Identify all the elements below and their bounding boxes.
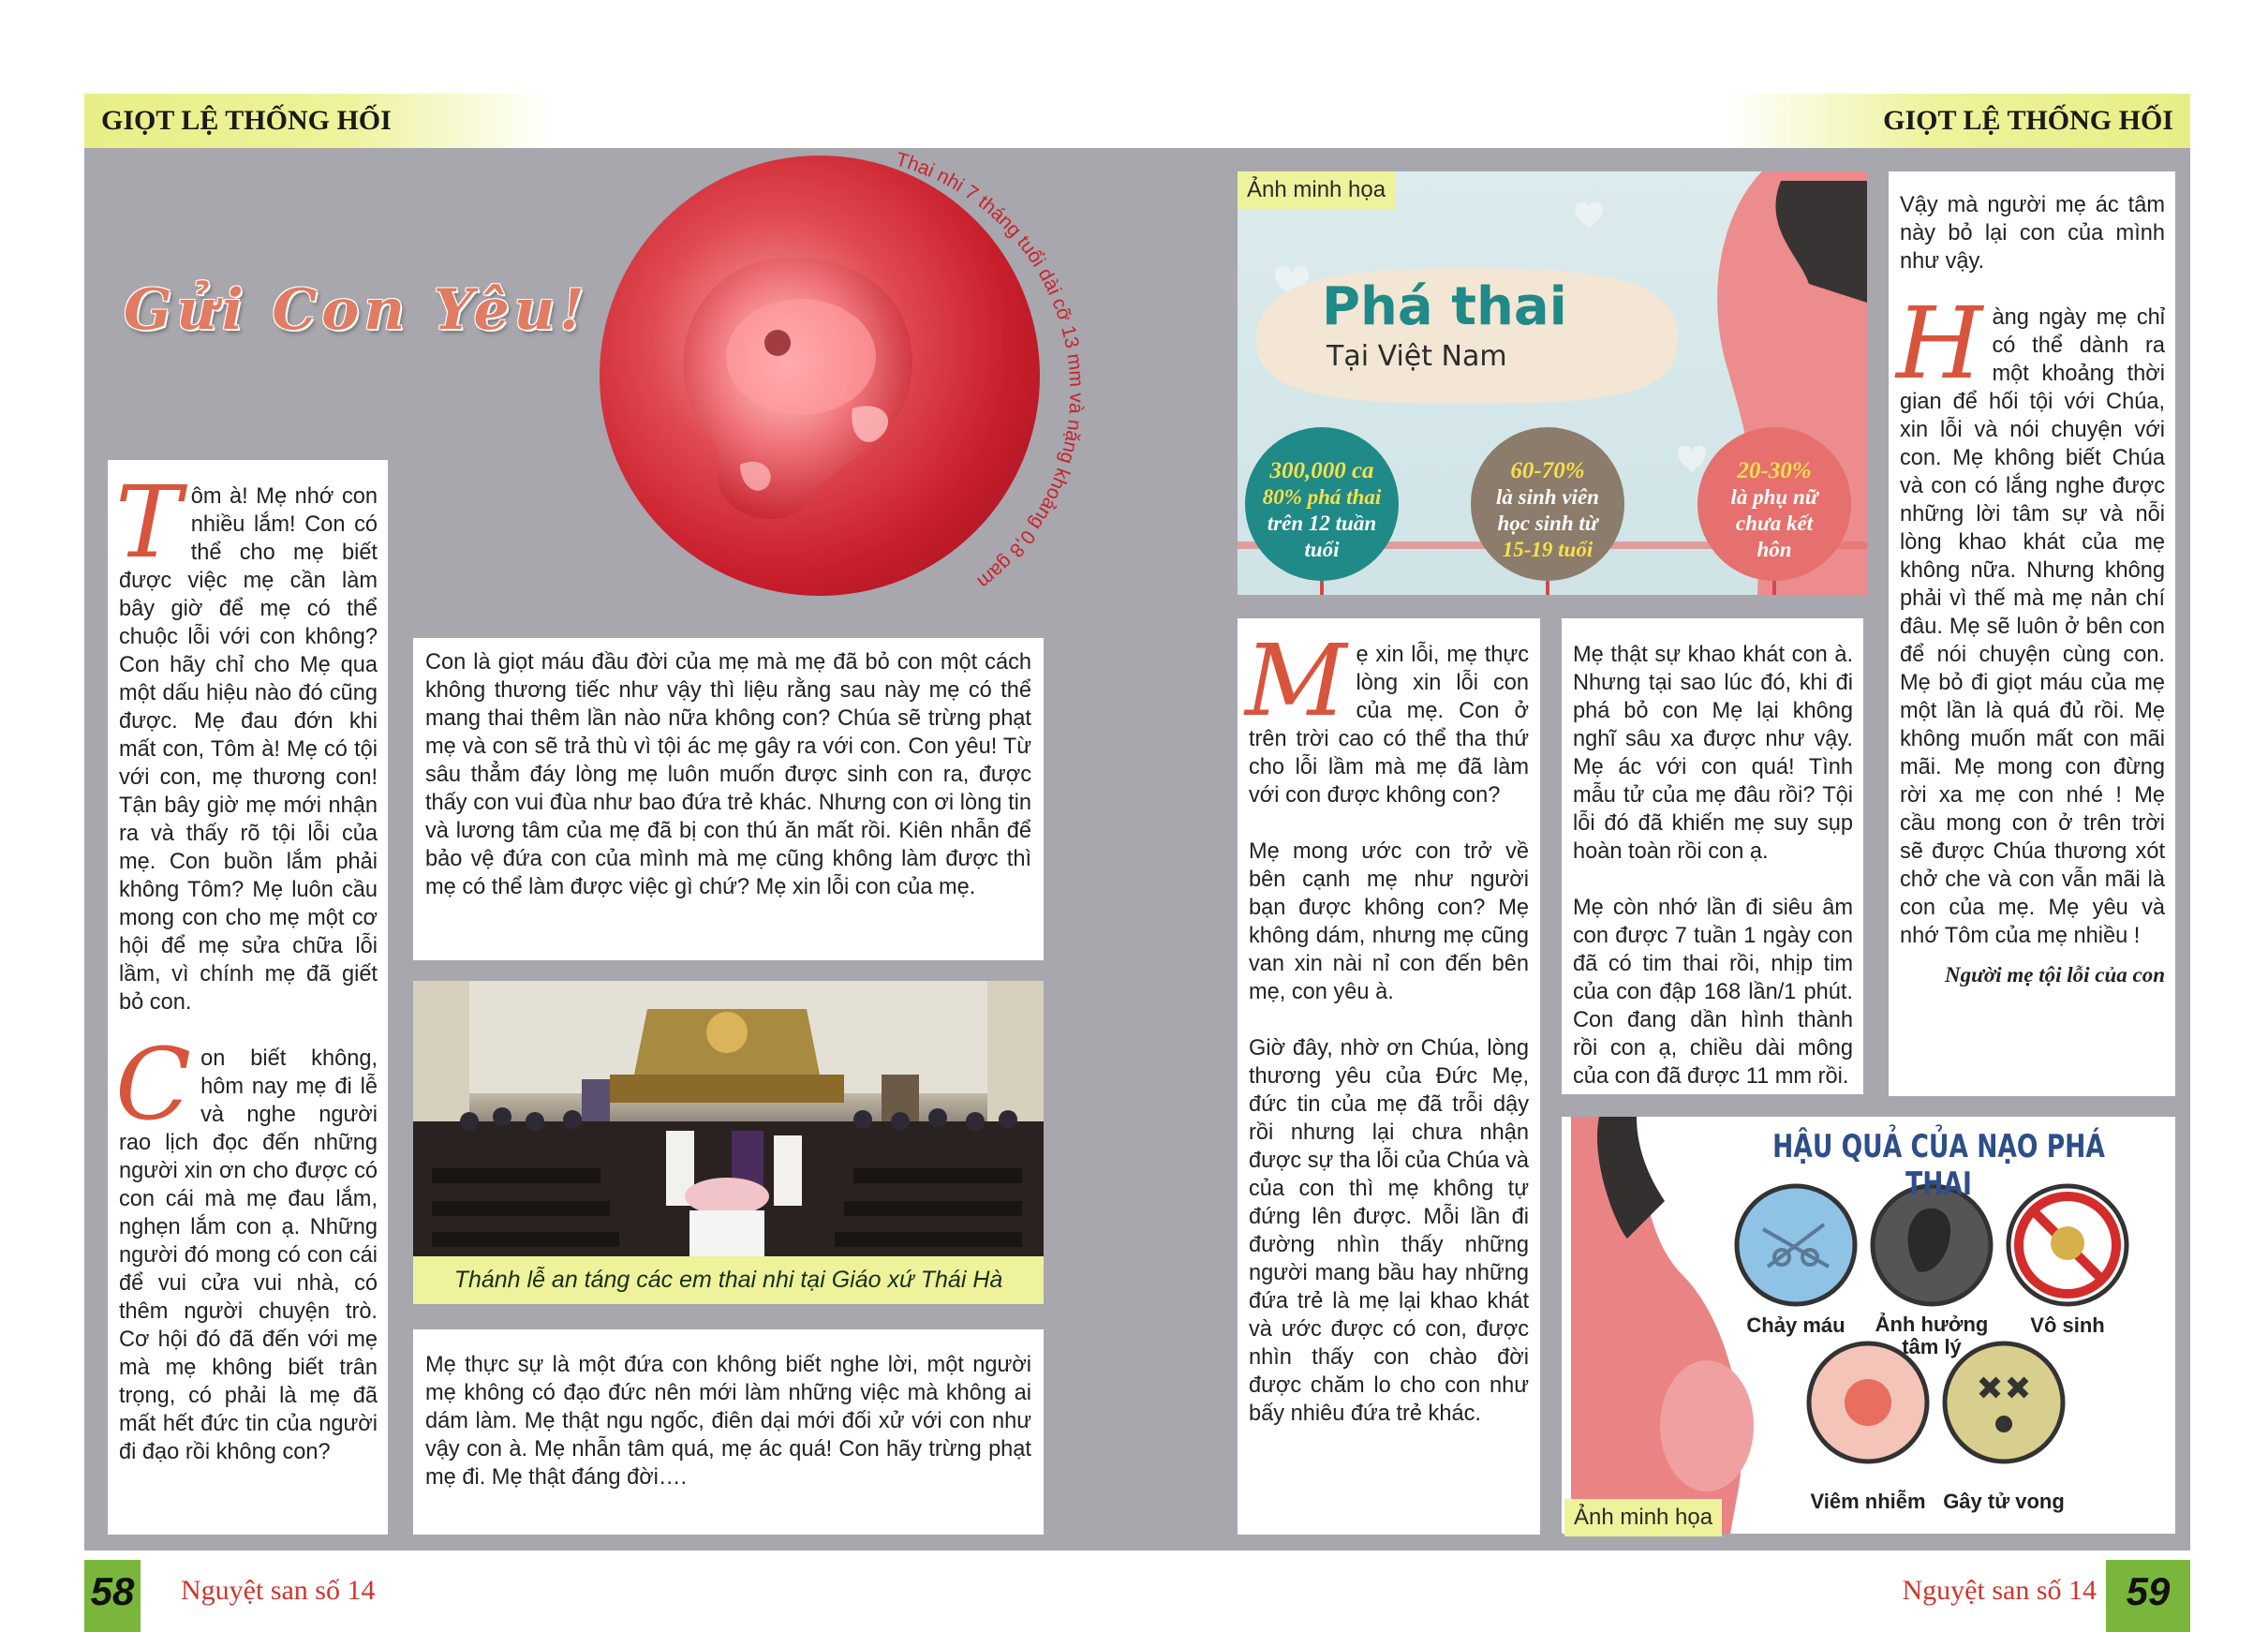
consequence-infertility: Vô sinh bbox=[2030, 1313, 2105, 1337]
stat-2-line-2: là sinh viên bbox=[1496, 485, 1599, 509]
church-mass-photo bbox=[413, 981, 1044, 1256]
section-header-right: GIỌT LỆ THỐNG HỐI bbox=[1724, 94, 2190, 148]
page-number-left: 58 bbox=[84, 1560, 141, 1632]
stat-3-line-2: là phụ nữ bbox=[1730, 485, 1818, 509]
infographic-subtitle: Tại Việt Nam bbox=[1327, 340, 1507, 373]
column-4-paragraph-1: Mẹ thật sự khao khát con à. Nhưng tại sao lúc đó, khi đi phá bỏ con Mẹ lại không nghĩ sâu xa được như vậy. Mẹ ác với con quá! Tình mẫu tử của mẹ đâu rồi? Tội lỗi đó đã khiến mẹ suy sụp hoàn toàn rồi con ạ. bbox=[1573, 643, 1853, 864]
stat-3-line-3: chưa kết bbox=[1735, 512, 1814, 535]
stat-1-line-4: tuổi bbox=[1304, 538, 1340, 561]
article-column-2-bottom bbox=[413, 1329, 1044, 1535]
stat-2-line-4: 15-19 tuổi bbox=[1502, 538, 1594, 561]
column-2-paragraph-bottom: Mẹ thực sự là một đứa con không biết nghe lời, một người mẹ không có đạo đức nên mới làm những việc mà không ai dám làm. Mẹ thật ngu ngốc, điên dại mới đối xử với con như vậy con à. Mẹ nhẫn tâm quá, mẹ ác quá! Con hãy trừng phạt mẹ đi. Mẹ thật đáng đời…. bbox=[425, 1353, 1031, 1490]
stat-3-line-4: hôn bbox=[1757, 538, 1792, 561]
signature: Người mẹ tội lỗi của con bbox=[1944, 963, 2165, 987]
column-1-paragraph-2: on biết không, hôm nay mẹ đi lễ và nghe người rao lịch đọc đến những người xin ơn cho được có con cái mà mẹ đau lắm, nghẹn lắm con ạ. Những người đó mong có con cái để vui cửa vui nhà, có thêm người chuyện trò. Cơ hội đó đã đến với mẹ mà mẹ không biết trân trọng, có phải là mẹ đã mất hết đức tin của người đi đạo rồi không con? bbox=[119, 1046, 378, 1464]
drop-cap: M bbox=[1245, 623, 1347, 738]
article-title: Gửi Con Yêu! bbox=[124, 277, 589, 343]
consequences-title: HẬU QUẢ CỦA NẠO PHÁ THAI bbox=[1772, 1128, 2105, 1203]
drop-cap: T bbox=[115, 465, 182, 580]
column-5-paragraph-0: Vậy mà người mẹ ác tâm này bỏ lại con của mình như vậy. bbox=[1900, 193, 2165, 274]
article-column-5 bbox=[1889, 171, 2175, 1096]
consequence-psychological bbox=[1857, 1313, 2007, 1358]
stat-1-value: 300,000 ca bbox=[1269, 458, 1374, 483]
column-2-paragraph-top: Con là giọt máu đầu đời của mẹ mà mẹ đã bỏ con một cách không thương tiếc như vậy thì liệu rằng sau này mẹ có thể mang thai thêm lần nào nữa không con? Chúa sẽ trừng phạt mẹ và con sẽ trả thù vì tội ác mẹ gây ra với con. Con yêu! Từ sâu thẳm đáy lòng mẹ luôn muốn được sinh con ra, được thấy con vui đùa như bao đứa trẻ khác. Nhưng con ơi lòng tin và lương tâm của mẹ đã bị con thú ăn mất rồi. Kiên nhẫn để bảo vệ đứa con của mình mà mẹ cũng không làm được thì mẹ có thể làm được việc gì chứ? Mẹ xin lỗi con của mẹ. bbox=[425, 650, 1031, 899]
column-1-paragraph-1: ôm à! Mẹ nhớ con nhiều lắm! Con có thể cho mẹ biết được việc mẹ cần làm bây giờ để mẹ có thể chuộc lỗi với con không? Con hãy chỉ cho Mẹ qua một dấu hiệu nào đó cũng được. Mẹ đau đớn khi mất con, Tôm à! Mẹ có tội với con, mẹ thương con! Tận bây giờ mẹ mới nhận ra và thấy rõ tội lỗi của mẹ. Con buồn lắm phải không Tôm? Mẹ luôn cầu mong con cho mẹ một cơ hội để mẹ sửa chữa lỗi lầm, vì chính mẹ đã giết bỏ con. bbox=[119, 484, 378, 1015]
drop-cap: C bbox=[115, 1027, 192, 1142]
embryo-caption: Thai nhi 7 tháng tuổi dài cỡ 13 mm và nặng khoảng 0,8 gam bbox=[893, 148, 1088, 593]
consequence-psychological-line-2: tâm lý bbox=[1902, 1335, 1962, 1358]
column-4-paragraph-2: Mẹ còn nhớ lần đi siêu âm con được 7 tuần 1 ngày con đã có tim thai rồi, nhịp tim của con đập 168 lần/1 phút. Con đang dần hình thành rồi con ạ, chiều dài mông của con đã được 11 mm rồi. bbox=[1573, 896, 1853, 1089]
consequences-infographic bbox=[1562, 1117, 2175, 1534]
consequence-infection: Viêm nhiễm bbox=[1810, 1490, 1926, 1513]
infographic-label: Ảnh minh họa bbox=[1238, 171, 1395, 209]
issue-label-left: Nguyệt san số 14 bbox=[181, 1575, 376, 1606]
stat-circle-3 bbox=[1697, 458, 1851, 563]
column-3-paragraph-1: ẹ xin lỗi, mẹ thực lòng xin lỗi con của mẹ. Con ở trên trời cao có thể tha thứ cho lỗi lầm mà mẹ đã làm với con được không con? bbox=[1249, 643, 1529, 808]
stat-3-value: 20-30% bbox=[1737, 458, 1812, 483]
stat-2-line-3: học sinh từ bbox=[1497, 512, 1598, 535]
svg-text:Thai nhi 7 tháng tuổi dài cỡ 1 bbox=[894, 149, 1088, 593]
abortion-infographic bbox=[1238, 171, 1867, 595]
stat-circle-2 bbox=[1471, 458, 1624, 563]
article-column-4 bbox=[1562, 618, 1863, 1094]
infographic-title: Phá thai bbox=[1322, 276, 1567, 337]
embryo-caption-arc bbox=[600, 148, 1105, 661]
column-3-paragraph-3: Giờ đây, nhờ ơn Chúa, lòng thương yêu của Đức Mẹ, đức tin của mẹ đã trỗi dậy rồi nhưng lại chưa nhận được sự tha lỗi của Chúa và của con thì mẹ không tự đứng lên được. Mỗi lần đi đường nhìn thấy những người mang bầu hay những đứa trẻ là mẹ lại khao khát và ước được có con, được nhìn thấy con chào đời được chăm lo cho con như bấy nhiêu đứa trẻ khác. bbox=[1249, 1036, 1529, 1426]
column-3-paragraph-2: Mẹ mong ước con trở về bên cạnh mẹ như người bạn được không con? Mẹ không dám, nhưng mẹ cũng van xin nài nỉ con đến bên mẹ, con yêu à. bbox=[1249, 839, 1529, 1004]
stat-1-line-3: trên 12 tuần bbox=[1267, 512, 1377, 535]
article-column-1 bbox=[108, 460, 388, 1535]
stat-circle-1 bbox=[1245, 458, 1399, 563]
issue-label-right: Nguyệt san số 14 bbox=[1902, 1575, 2097, 1606]
stat-2-value: 60-70% bbox=[1510, 458, 1585, 483]
church-scene bbox=[413, 981, 1044, 1256]
column-5-paragraph-1: àng ngày mẹ chỉ có thể dành ra một khoảng thời gian để hối tội với Chúa, xin lỗi và nói chuyện với con. Mẹ không biết Chúa và con có lắng nghe được những lời tâm sự và nỗi lòng khao khát của mẹ không nữa. Nhưng không phải vì thế mà mẹ nản chí đâu. Mẹ sẽ luôn ở bên con để nói chuyện cùng con. Mẹ bỏ đi giọt máu của mẹ một lần là quá đủ rồi. Mẹ không muốn mất con mãi mãi. Mẹ mong con đừng rời xa mẹ con nhé ! Mẹ cầu mong con ở trên trời sẽ được Chúa thương xót chở che và con vẫn mãi là con của mẹ. Mẹ yêu và nhớ Tôm của mẹ nhiều ! bbox=[1900, 305, 2165, 948]
page-number-right: 59 bbox=[2106, 1560, 2190, 1632]
section-header-left: GIỌT LỆ THỐNG HỐI bbox=[84, 94, 553, 148]
consequence-bleeding: Chảy máu bbox=[1746, 1313, 1846, 1337]
consequence-death: Gây tử vong bbox=[1943, 1490, 2065, 1513]
article-column-2-top bbox=[413, 638, 1044, 960]
consequence-psychological-line-1: Ảnh hưởng bbox=[1875, 1313, 1989, 1336]
article-column-3 bbox=[1238, 618, 1540, 1535]
drop-cap: H bbox=[1896, 286, 1983, 401]
photo-caption: Thánh lễ an táng các em thai nhi tại Giáo xứ Thái Hà bbox=[413, 1256, 1044, 1304]
stat-1-line-2: 80% phá thai bbox=[1262, 485, 1382, 509]
consequences-label: Ảnh minh họa bbox=[1564, 1499, 1722, 1536]
